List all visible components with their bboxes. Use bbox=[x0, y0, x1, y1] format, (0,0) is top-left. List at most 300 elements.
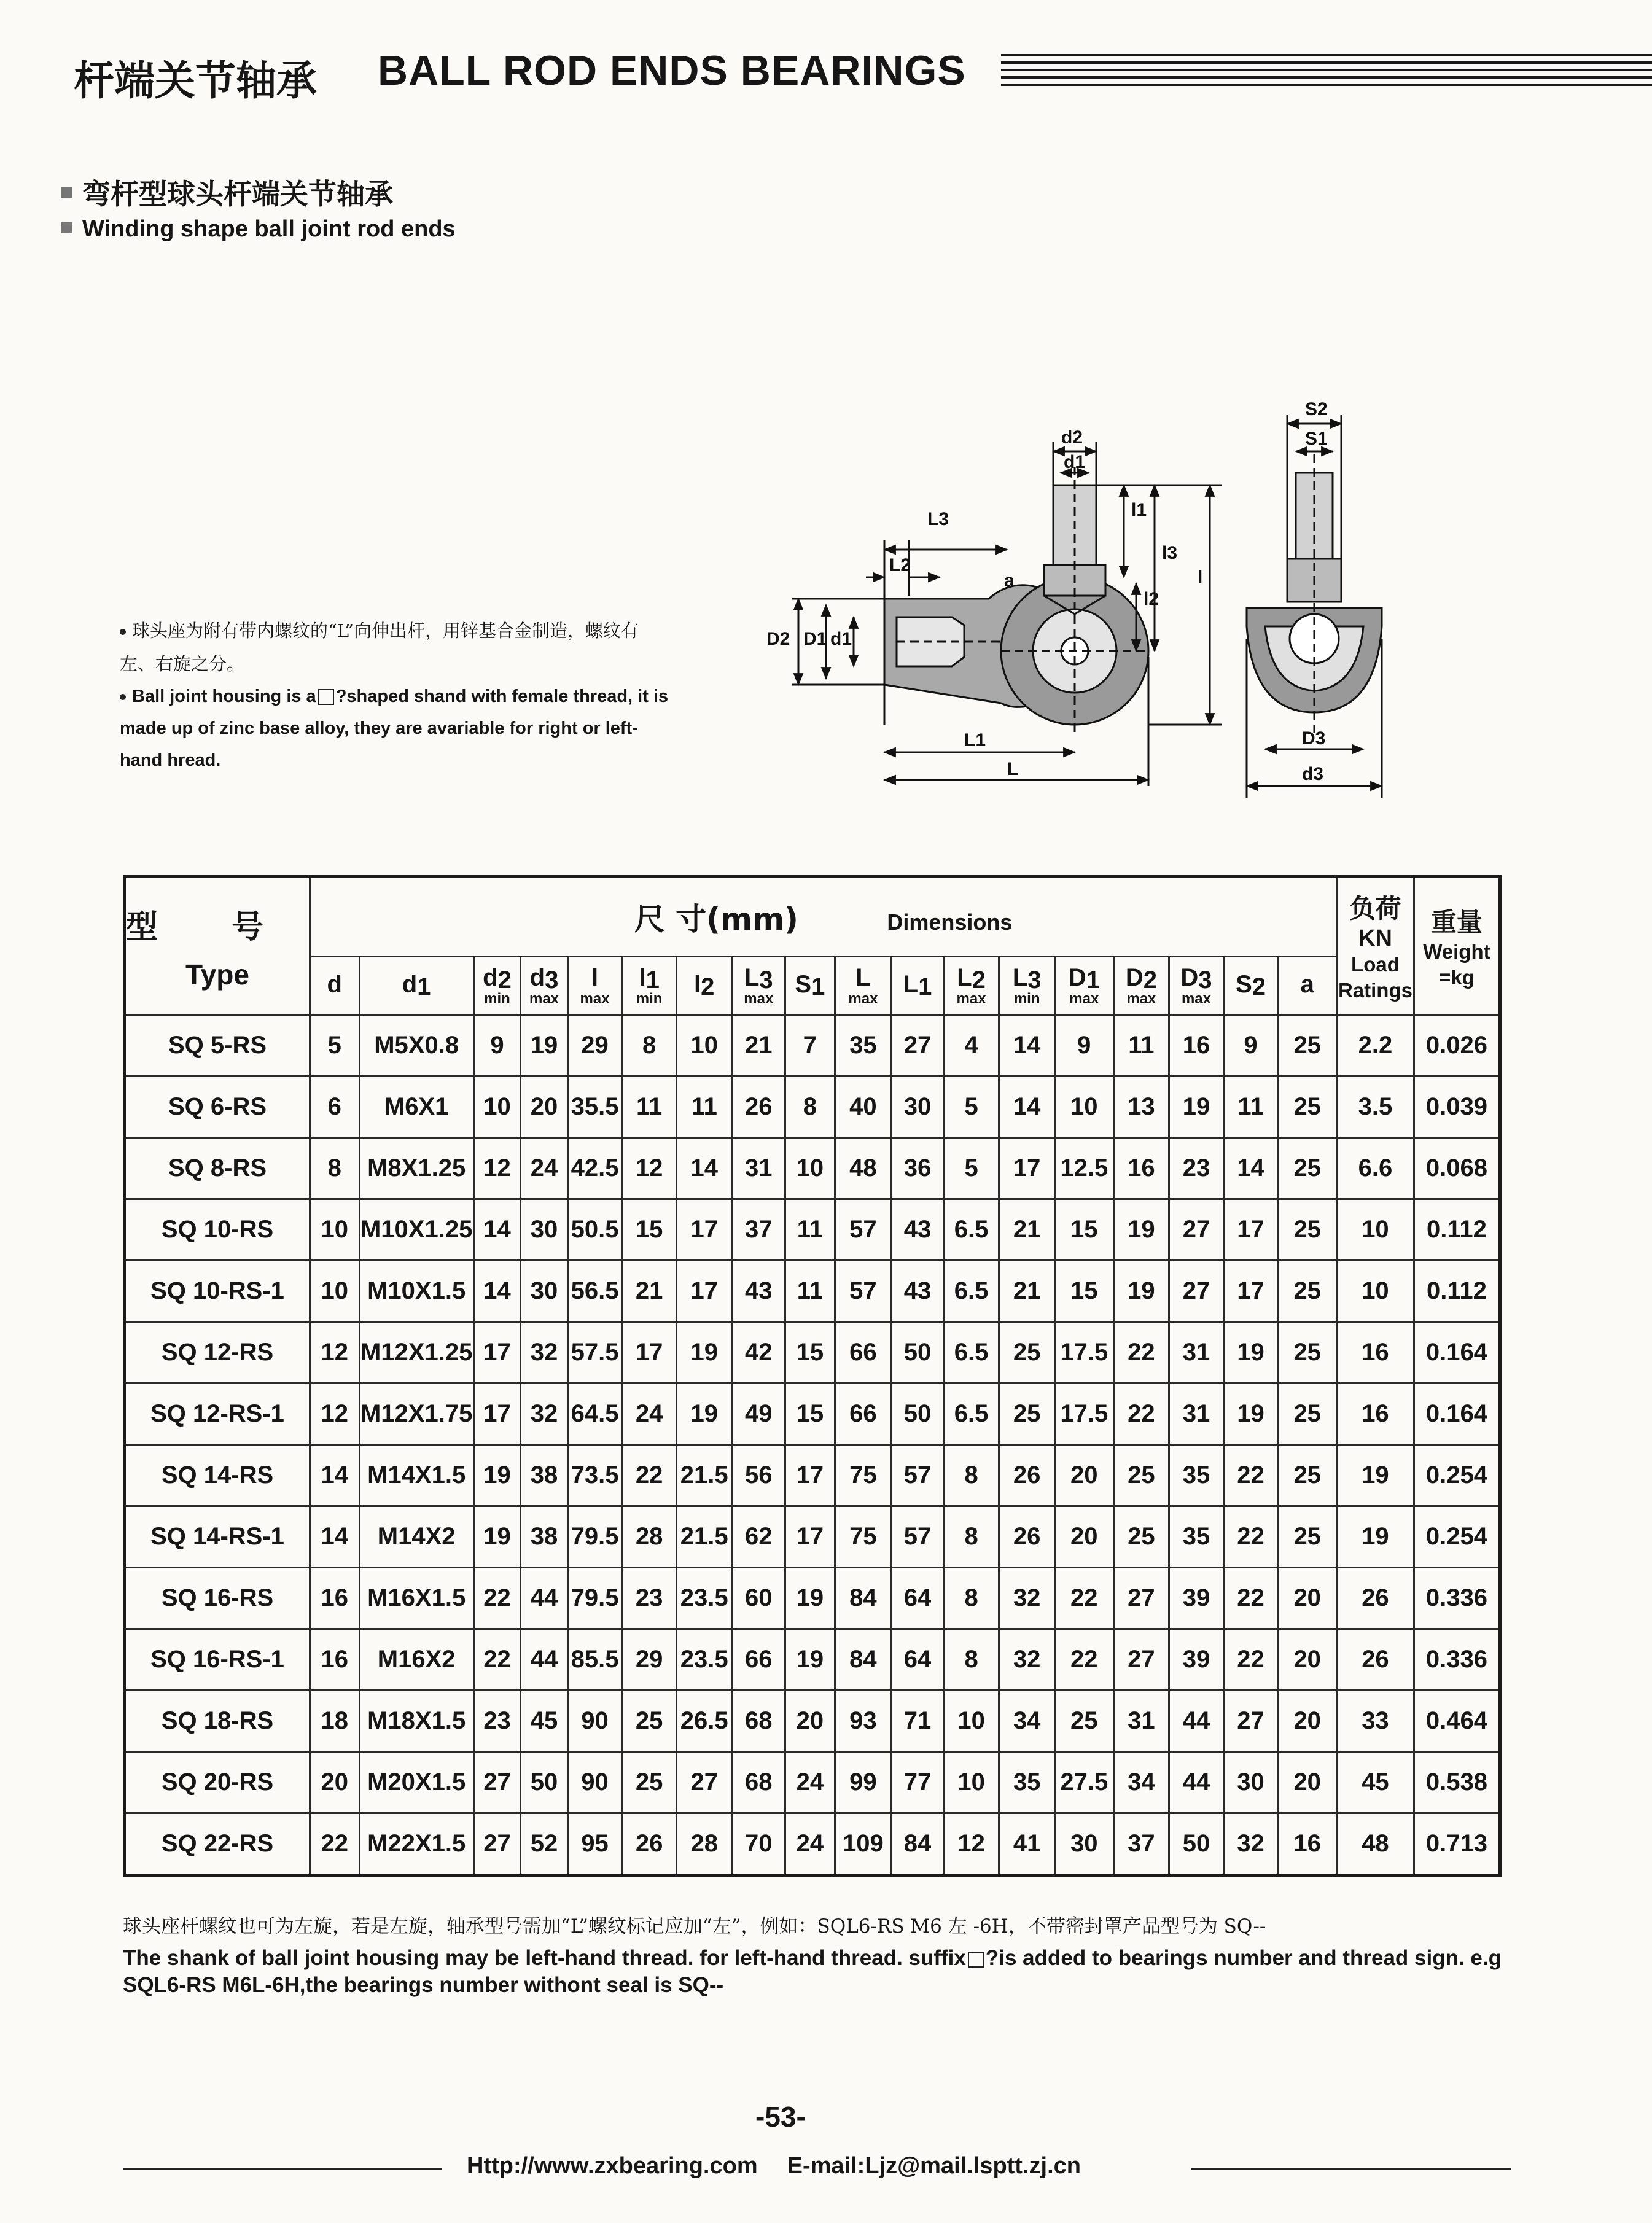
value-cell: 14 bbox=[999, 1015, 1055, 1076]
value-cell: 43 bbox=[892, 1199, 944, 1261]
label-S2: S2 bbox=[1305, 399, 1328, 419]
value-cell: 5 bbox=[943, 1076, 999, 1138]
value-cell: 28 bbox=[676, 1813, 732, 1875]
value-cell: 66 bbox=[835, 1384, 892, 1445]
value-cell: 25 bbox=[1278, 1506, 1337, 1568]
footnote-en: The shank of ball joint housing may be left-hand thread. for left-hand thread. suffix ?is added to bearings number and thread sign. e.g SQL6-RS M6L-6H,the bearings number withont seal is SQ-- bbox=[123, 1946, 1502, 1997]
label-L3: L3 bbox=[927, 509, 949, 529]
column-header: $L_2$ max bbox=[943, 957, 999, 1015]
value-cell: 6.5 bbox=[943, 1322, 999, 1384]
value-cell: 20 bbox=[1278, 1691, 1337, 1752]
value-cell: 11 bbox=[676, 1076, 732, 1138]
label-l2: l2 bbox=[1144, 589, 1159, 609]
value-cell: 22 bbox=[1223, 1568, 1278, 1629]
value-cell: 19 bbox=[1337, 1445, 1414, 1506]
value-cell: 17 bbox=[1223, 1199, 1278, 1261]
footer-contact bbox=[467, 2153, 1110, 2179]
value-cell: 0.039 bbox=[1414, 1076, 1500, 1138]
footnote-cn: 球头座杆螺纹也可为左旋，若是左旋，轴承型号需加“L”螺纹标记应加“左”，例如：SQL6-RS M6 左 -6H，不带密封罩产品型号为 SQ-- bbox=[123, 1915, 1266, 1937]
value-cell: 22 bbox=[310, 1813, 360, 1875]
value-cell: 0.164 bbox=[1414, 1384, 1500, 1445]
value-cell: 10 bbox=[310, 1199, 360, 1261]
column-header: $d_2$ min bbox=[473, 957, 521, 1015]
value-cell: 12 bbox=[943, 1813, 999, 1875]
section-title-en: Winding shape ball joint rod ends bbox=[82, 216, 456, 242]
value-cell: 25 bbox=[1113, 1445, 1169, 1506]
value-cell: 16 bbox=[1337, 1322, 1414, 1384]
value-cell: 44 bbox=[521, 1629, 568, 1691]
value-cell: 37 bbox=[732, 1199, 785, 1261]
type-cell: SQ 16-RS-1 bbox=[125, 1629, 310, 1691]
type-cell: SQ 14-RS-1 bbox=[125, 1506, 310, 1568]
value-cell: 84 bbox=[835, 1568, 892, 1629]
value-cell: 25 bbox=[1113, 1506, 1169, 1568]
column-header: $d_3$ max bbox=[521, 957, 568, 1015]
value-cell: 31 bbox=[1169, 1322, 1224, 1384]
value-cell: 25 bbox=[999, 1322, 1055, 1384]
value-cell: 9 bbox=[473, 1015, 521, 1076]
value-cell: 35 bbox=[835, 1015, 892, 1076]
value-cell: 16 bbox=[1169, 1015, 1224, 1076]
bullet-icon bbox=[120, 694, 126, 700]
label-d1-left: d1 bbox=[830, 629, 852, 649]
value-cell: 14 bbox=[310, 1506, 360, 1568]
value-cell: 26 bbox=[732, 1076, 785, 1138]
value-cell: 77 bbox=[892, 1752, 944, 1813]
value-cell: 25 bbox=[1278, 1322, 1337, 1384]
table-row bbox=[125, 1138, 1500, 1199]
label-S1: S1 bbox=[1305, 429, 1328, 449]
value-cell: 17 bbox=[473, 1322, 521, 1384]
value-cell: 30 bbox=[1223, 1752, 1278, 1813]
value-cell: 12 bbox=[473, 1138, 521, 1199]
value-cell: 25 bbox=[999, 1384, 1055, 1445]
value-cell: 0.538 bbox=[1414, 1752, 1500, 1813]
value-cell: 34 bbox=[1113, 1752, 1169, 1813]
value-cell: 73.5 bbox=[567, 1445, 622, 1506]
value-cell: 19 bbox=[1223, 1384, 1278, 1445]
value-cell: M12X1.75 bbox=[359, 1384, 473, 1445]
value-cell: M6X1 bbox=[359, 1076, 473, 1138]
value-cell: 34 bbox=[999, 1691, 1055, 1752]
value-cell: 17 bbox=[1223, 1261, 1278, 1322]
email-link[interactable]: E-mail:Ljz@mail.lsptt.zj.cn bbox=[787, 2153, 1081, 2179]
value-cell: M14X1.5 bbox=[359, 1445, 473, 1506]
type-cell: SQ 20-RS bbox=[125, 1752, 310, 1813]
value-cell: 21 bbox=[999, 1199, 1055, 1261]
value-cell: 20 bbox=[1278, 1752, 1337, 1813]
table-row bbox=[125, 1445, 1500, 1506]
value-cell: 17 bbox=[676, 1261, 732, 1322]
value-cell: 21 bbox=[622, 1261, 677, 1322]
value-cell: 17.5 bbox=[1054, 1384, 1113, 1445]
value-cell: 19 bbox=[785, 1568, 835, 1629]
value-cell: 84 bbox=[835, 1629, 892, 1691]
label-L2: L2 bbox=[889, 555, 911, 575]
value-cell: 11 bbox=[1113, 1015, 1169, 1076]
value-cell: 28 bbox=[622, 1506, 677, 1568]
column-header: $S_2$ bbox=[1223, 957, 1278, 1015]
value-cell: 22 bbox=[1113, 1322, 1169, 1384]
value-cell: 5 bbox=[310, 1015, 360, 1076]
load-header: 负荷 KN Load Ratings bbox=[1337, 877, 1414, 1015]
value-cell: 20 bbox=[1054, 1506, 1113, 1568]
label-D3: D3 bbox=[1302, 728, 1326, 749]
square-bullet-icon bbox=[61, 222, 72, 233]
value-cell: 9 bbox=[1223, 1015, 1278, 1076]
value-cell: 17 bbox=[473, 1384, 521, 1445]
value-cell: 50.5 bbox=[567, 1199, 622, 1261]
value-cell: 41 bbox=[999, 1813, 1055, 1875]
value-cell: 93 bbox=[835, 1691, 892, 1752]
value-cell: M20X1.5 bbox=[359, 1752, 473, 1813]
value-cell: 29 bbox=[567, 1015, 622, 1076]
note-en: Ball joint housing is a ?shaped shand with female thread, it is made up of zinc base alloy, they are avariable for right or left-hand hread. bbox=[120, 687, 669, 770]
value-cell: 22 bbox=[473, 1629, 521, 1691]
value-cell: 26.5 bbox=[676, 1691, 732, 1752]
value-cell: 32 bbox=[1223, 1813, 1278, 1875]
table-row bbox=[125, 1384, 1500, 1445]
technical-drawing bbox=[755, 393, 1566, 823]
value-cell: 16 bbox=[1278, 1813, 1337, 1875]
value-cell: 30 bbox=[892, 1076, 944, 1138]
column-header: $d_1$ bbox=[359, 957, 473, 1015]
value-cell: 22 bbox=[1223, 1629, 1278, 1691]
value-cell: 25 bbox=[1278, 1384, 1337, 1445]
value-cell: 21 bbox=[732, 1015, 785, 1076]
label-d3: d3 bbox=[1302, 764, 1324, 784]
value-cell: 0.164 bbox=[1414, 1322, 1500, 1384]
value-cell: 64.5 bbox=[567, 1384, 622, 1445]
value-cell: 11 bbox=[785, 1261, 835, 1322]
value-cell: 16 bbox=[1337, 1384, 1414, 1445]
footer-rule-left bbox=[123, 2168, 442, 2170]
value-cell: 24 bbox=[521, 1138, 568, 1199]
value-cell: 7 bbox=[785, 1015, 835, 1076]
label-L1: L1 bbox=[964, 730, 986, 750]
value-cell: 17 bbox=[999, 1138, 1055, 1199]
label-l: l bbox=[1198, 567, 1203, 588]
value-cell: 6.5 bbox=[943, 1384, 999, 1445]
value-cell: 5 bbox=[943, 1138, 999, 1199]
value-cell: 45 bbox=[1337, 1752, 1414, 1813]
value-cell: 14 bbox=[473, 1199, 521, 1261]
value-cell: 8 bbox=[943, 1629, 999, 1691]
label-D2: D2 bbox=[766, 629, 790, 649]
value-cell: 27 bbox=[1223, 1691, 1278, 1752]
label-a: a bbox=[1004, 570, 1015, 591]
value-cell: 44 bbox=[521, 1568, 568, 1629]
value-cell: 10 bbox=[473, 1076, 521, 1138]
footnote bbox=[123, 1913, 1535, 1999]
value-cell: 75 bbox=[835, 1445, 892, 1506]
value-cell: 22 bbox=[1223, 1506, 1278, 1568]
specification-table bbox=[123, 875, 1502, 1877]
value-cell: 60 bbox=[732, 1568, 785, 1629]
value-cell: 8 bbox=[943, 1568, 999, 1629]
value-cell: 57 bbox=[892, 1445, 944, 1506]
value-cell: 14 bbox=[999, 1076, 1055, 1138]
value-cell: 21.5 bbox=[676, 1506, 732, 1568]
value-cell: 57.5 bbox=[567, 1322, 622, 1384]
note-cn: 球头座为附有带内螺纹的“L”向伸出杆，用锌基合金制造，螺纹有左、右旋之分。 bbox=[120, 620, 639, 674]
value-cell: 31 bbox=[732, 1138, 785, 1199]
value-cell: 71 bbox=[892, 1691, 944, 1752]
table-row bbox=[125, 1568, 1500, 1629]
value-cell: 8 bbox=[785, 1076, 835, 1138]
value-cell: 19 bbox=[1113, 1261, 1169, 1322]
empty-box-icon bbox=[968, 1952, 984, 1968]
column-header: a bbox=[1278, 957, 1337, 1015]
type-cell: SQ 6-RS bbox=[125, 1076, 310, 1138]
value-cell: 22 bbox=[1113, 1384, 1169, 1445]
value-cell: 32 bbox=[521, 1384, 568, 1445]
value-cell: 17.5 bbox=[1054, 1322, 1113, 1384]
value-cell: 38 bbox=[521, 1445, 568, 1506]
value-cell: 20 bbox=[1278, 1568, 1337, 1629]
type-cell: SQ 16-RS bbox=[125, 1568, 310, 1629]
column-header: $D_1$ max bbox=[1054, 957, 1113, 1015]
title-cn: 杆端关节轴承 bbox=[74, 56, 317, 104]
value-cell: 4 bbox=[943, 1015, 999, 1076]
value-cell: 19 bbox=[473, 1506, 521, 1568]
value-cell: 17 bbox=[785, 1445, 835, 1506]
value-cell: 10 bbox=[943, 1752, 999, 1813]
value-cell: 19 bbox=[473, 1445, 521, 1506]
value-cell: 26 bbox=[999, 1445, 1055, 1506]
value-cell: 15 bbox=[1054, 1199, 1113, 1261]
value-cell: 12 bbox=[310, 1322, 360, 1384]
dimensions-header: 尺 寸(mm) Dimensions bbox=[310, 877, 1337, 957]
value-cell: 25 bbox=[1278, 1199, 1337, 1261]
value-cell: 11 bbox=[785, 1199, 835, 1261]
value-cell: 26 bbox=[1337, 1568, 1414, 1629]
value-cell: 11 bbox=[622, 1076, 677, 1138]
column-header: L max bbox=[835, 957, 892, 1015]
value-cell: M16X1.5 bbox=[359, 1568, 473, 1629]
type-cell: SQ 18-RS bbox=[125, 1691, 310, 1752]
value-cell: 12 bbox=[310, 1384, 360, 1445]
table-row bbox=[125, 1691, 1500, 1752]
header-rule-lines bbox=[1001, 54, 1652, 97]
value-cell: 17 bbox=[676, 1199, 732, 1261]
value-cell: 45 bbox=[521, 1691, 568, 1752]
value-cell: 57 bbox=[835, 1199, 892, 1261]
value-cell: M18X1.5 bbox=[359, 1691, 473, 1752]
value-cell: 31 bbox=[1113, 1691, 1169, 1752]
value-cell: 26 bbox=[1337, 1629, 1414, 1691]
column-header: $D_3$ max bbox=[1169, 957, 1224, 1015]
weight-header: 重量 Weight =kg bbox=[1414, 877, 1500, 1015]
value-cell: 10 bbox=[943, 1691, 999, 1752]
value-cell: 24 bbox=[622, 1384, 677, 1445]
value-cell: 23 bbox=[622, 1568, 677, 1629]
column-header: $L_1$ bbox=[892, 957, 944, 1015]
value-cell: 25 bbox=[622, 1752, 677, 1813]
label-d2: d2 bbox=[1061, 427, 1083, 448]
value-cell: 23 bbox=[473, 1691, 521, 1752]
value-cell: 79.5 bbox=[567, 1506, 622, 1568]
value-cell: 68 bbox=[732, 1691, 785, 1752]
value-cell: 43 bbox=[892, 1261, 944, 1322]
value-cell: 48 bbox=[835, 1138, 892, 1199]
value-cell: 57 bbox=[835, 1261, 892, 1322]
value-cell: 15 bbox=[785, 1322, 835, 1384]
value-cell: 22 bbox=[473, 1568, 521, 1629]
value-cell: 32 bbox=[999, 1568, 1055, 1629]
table-row bbox=[125, 1629, 1500, 1691]
value-cell: 20 bbox=[1278, 1629, 1337, 1691]
title-en: BALL ROD ENDS BEARINGS bbox=[378, 47, 966, 94]
value-cell: 0.112 bbox=[1414, 1199, 1500, 1261]
empty-box-icon bbox=[318, 689, 334, 705]
bullet-icon bbox=[120, 629, 126, 635]
section-title-cn: 弯杆型球头杆端关节轴承 bbox=[82, 177, 393, 211]
value-cell: 27 bbox=[1113, 1629, 1169, 1691]
value-cell: M16X2 bbox=[359, 1629, 473, 1691]
value-cell: 25 bbox=[1278, 1138, 1337, 1199]
value-cell: M5X0.8 bbox=[359, 1015, 473, 1076]
type-cell: SQ 12-RS bbox=[125, 1322, 310, 1384]
value-cell: 24 bbox=[785, 1813, 835, 1875]
value-cell: 40 bbox=[835, 1076, 892, 1138]
value-cell: 22 bbox=[1054, 1629, 1113, 1691]
value-cell: 19 bbox=[1113, 1199, 1169, 1261]
column-header: l max bbox=[567, 957, 622, 1015]
value-cell: 0.336 bbox=[1414, 1568, 1500, 1629]
value-cell: 23.5 bbox=[676, 1629, 732, 1691]
value-cell: 25 bbox=[1278, 1015, 1337, 1076]
value-cell: 10 bbox=[1337, 1261, 1414, 1322]
table-row bbox=[125, 1199, 1500, 1261]
column-header: $L_3$ max bbox=[732, 957, 785, 1015]
value-cell: 26 bbox=[999, 1506, 1055, 1568]
product-notes bbox=[120, 614, 672, 776]
table-row bbox=[125, 1322, 1500, 1384]
table-row bbox=[125, 1015, 1500, 1076]
value-cell: 19 bbox=[676, 1384, 732, 1445]
value-cell: 35 bbox=[1169, 1506, 1224, 1568]
table-row bbox=[125, 1813, 1500, 1875]
value-cell: 99 bbox=[835, 1752, 892, 1813]
value-cell: 10 bbox=[310, 1261, 360, 1322]
value-cell: 57 bbox=[892, 1506, 944, 1568]
value-cell: 9 bbox=[1054, 1015, 1113, 1076]
value-cell: M10X1.5 bbox=[359, 1261, 473, 1322]
table-head bbox=[125, 877, 1500, 1015]
value-cell: 39 bbox=[1169, 1629, 1224, 1691]
label-d1: d1 bbox=[1064, 452, 1086, 472]
page-number: -53- bbox=[755, 2101, 806, 2133]
value-cell: 79.5 bbox=[567, 1568, 622, 1629]
value-cell: 27 bbox=[473, 1813, 521, 1875]
column-header: d bbox=[310, 957, 360, 1015]
type-cell: SQ 22-RS bbox=[125, 1813, 310, 1875]
value-cell: 22 bbox=[622, 1445, 677, 1506]
value-cell: 14 bbox=[676, 1138, 732, 1199]
value-cell: 8 bbox=[943, 1445, 999, 1506]
value-cell: 0.254 bbox=[1414, 1506, 1500, 1568]
value-cell: 14 bbox=[1223, 1138, 1278, 1199]
type-cell: SQ 12-RS-1 bbox=[125, 1384, 310, 1445]
value-cell: 0.254 bbox=[1414, 1445, 1500, 1506]
value-cell: 39 bbox=[1169, 1568, 1224, 1629]
value-cell: 42.5 bbox=[567, 1138, 622, 1199]
value-cell: 22 bbox=[1223, 1445, 1278, 1506]
value-cell: 85.5 bbox=[567, 1629, 622, 1691]
value-cell: 19 bbox=[1337, 1506, 1414, 1568]
value-cell: 19 bbox=[1223, 1322, 1278, 1384]
column-header: $l_1$ min bbox=[622, 957, 677, 1015]
value-cell: 11 bbox=[1223, 1076, 1278, 1138]
value-cell: M22X1.5 bbox=[359, 1813, 473, 1875]
value-cell: M12X1.25 bbox=[359, 1322, 473, 1384]
value-cell: 33 bbox=[1337, 1691, 1414, 1752]
value-cell: 20 bbox=[521, 1076, 568, 1138]
value-cell: 0.112 bbox=[1414, 1261, 1500, 1322]
value-cell: 56 bbox=[732, 1445, 785, 1506]
value-cell: 15 bbox=[785, 1384, 835, 1445]
value-cell: 44 bbox=[1169, 1752, 1224, 1813]
value-cell: 2.2 bbox=[1337, 1015, 1414, 1076]
value-cell: M10X1.25 bbox=[359, 1199, 473, 1261]
value-cell: 6.5 bbox=[943, 1199, 999, 1261]
table-row bbox=[125, 1076, 1500, 1138]
value-cell: 25 bbox=[1278, 1076, 1337, 1138]
value-cell: 44 bbox=[1169, 1691, 1224, 1752]
value-cell: 0.068 bbox=[1414, 1138, 1500, 1199]
column-header: $l_2$ bbox=[676, 957, 732, 1015]
value-cell: 10 bbox=[1337, 1199, 1414, 1261]
value-cell: 18 bbox=[310, 1691, 360, 1752]
value-cell: 14 bbox=[473, 1261, 521, 1322]
value-cell: 70 bbox=[732, 1813, 785, 1875]
value-cell: 17 bbox=[622, 1322, 677, 1384]
value-cell: 13 bbox=[1113, 1076, 1169, 1138]
value-cell: 19 bbox=[521, 1015, 568, 1076]
value-cell: 19 bbox=[785, 1629, 835, 1691]
footer-rule-right bbox=[1191, 2168, 1511, 2170]
value-cell: 27 bbox=[676, 1752, 732, 1813]
value-cell: 20 bbox=[785, 1691, 835, 1752]
value-cell: 32 bbox=[999, 1629, 1055, 1691]
value-cell: 66 bbox=[835, 1322, 892, 1384]
website-link[interactable]: Http://www.zxbearing.com bbox=[467, 2153, 758, 2179]
table-body bbox=[125, 1015, 1500, 1875]
value-cell: 42 bbox=[732, 1322, 785, 1384]
value-cell: 109 bbox=[835, 1813, 892, 1875]
page-footer bbox=[123, 2149, 1511, 2186]
value-cell: 0.713 bbox=[1414, 1813, 1500, 1875]
value-cell: M8X1.25 bbox=[359, 1138, 473, 1199]
value-cell: 30 bbox=[521, 1199, 568, 1261]
value-cell: 64 bbox=[892, 1568, 944, 1629]
value-cell: 19 bbox=[676, 1322, 732, 1384]
value-cell: 43 bbox=[732, 1261, 785, 1322]
label-D1: D1 bbox=[803, 629, 827, 649]
table-row bbox=[125, 1261, 1500, 1322]
value-cell: 19 bbox=[1169, 1076, 1224, 1138]
value-cell: 17 bbox=[785, 1506, 835, 1568]
type-cell: SQ 14-RS bbox=[125, 1445, 310, 1506]
value-cell: 27.5 bbox=[1054, 1752, 1113, 1813]
value-cell: 3.5 bbox=[1337, 1076, 1414, 1138]
type-cell: SQ 8-RS bbox=[125, 1138, 310, 1199]
value-cell: 0.026 bbox=[1414, 1015, 1500, 1076]
value-cell: 16 bbox=[310, 1568, 360, 1629]
value-cell: 21.5 bbox=[676, 1445, 732, 1506]
value-cell: 56.5 bbox=[567, 1261, 622, 1322]
